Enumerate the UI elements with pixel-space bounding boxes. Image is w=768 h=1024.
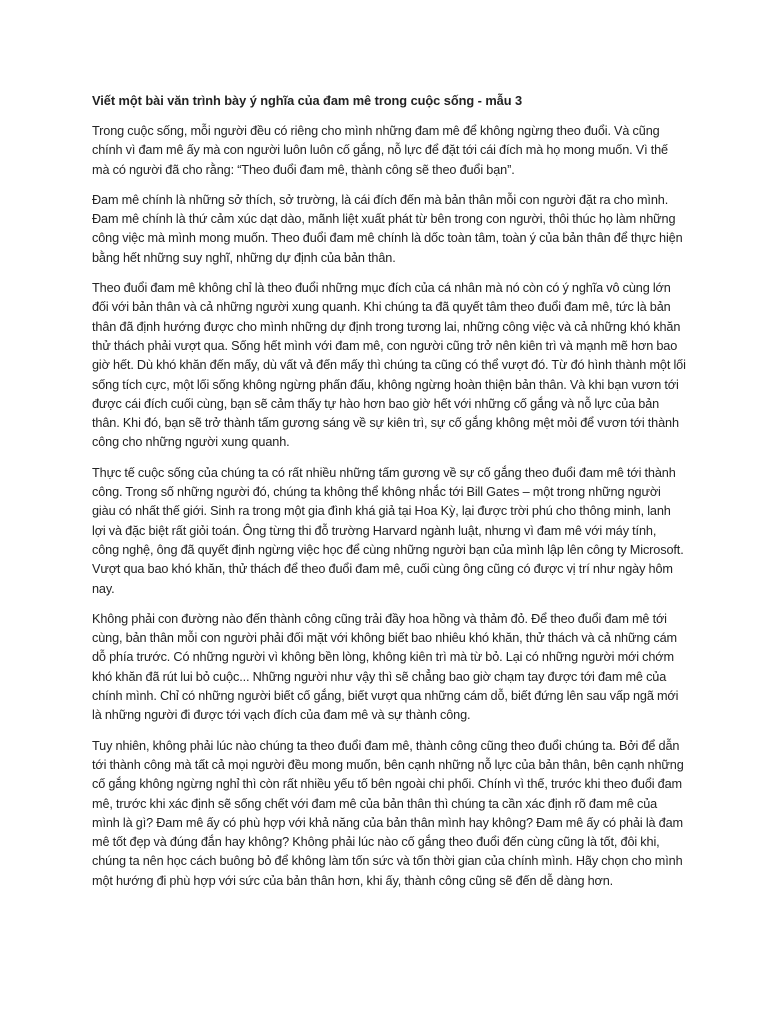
paragraph-4: Thực tế cuộc sống của chúng ta có rất nhiều những tấm gương về sự cố gắng theo đuổi đam mê tới thành công. Trong số những người đó, chúng ta không thể không nhắc tới Bill Gates – một trong những người giàu có nhất thế giới. Sinh ra trong một gia đình khá giả tại Hoa Kỳ, lại được trời phú cho thông minh, lanh lợi và đặc biệt rất giỏi toán. Ông từng thi đỗ trường Harvard ngành luật, nhưng vì đam mê với máy tính, công nghệ, ông đã quyết định ngừng việc học để cùng những người bạn của mình lập lên công ty Microsoft. Vượt qua bao khó khăn, thử thách để theo đuổi đam mê, cuối cùng ông cũng có được vị trí như ngày hôm nay. bbox=[92, 465, 684, 596]
paragraph-1: Trong cuộc sống, mỗi người đều có riêng cho mình những đam mê để không ngừng theo đuổi. Và cũng chính vì đam mê ấy mà con người luôn luôn cố gắng, nỗ lực để đặt tới cái đích mà họ mong muốn. Vì thế mà có người đã cho rằng: “Theo đuổi đam mê, thành công sẽ theo đuổi bạn”. bbox=[92, 124, 668, 177]
document-title: Viết một bài văn trình bày ý nghĩa của đam mê trong cuộc sống - mẫu 3 bbox=[92, 93, 523, 108]
paragraph-6: Tuy nhiên, không phải lúc nào chúng ta theo đuổi đam mê, thành công cũng theo đuổi chúng ta. Bởi để dẫn tới thành công mà tất cả mọi người đều mong muốn, bên cạnh những nỗ lực của bản thân, bên cạnh những cố gắng không ngừng nghỉ thì còn rất nhiều yếu tố bên ngoài chi phối. Chính vì thế, trước khi theo đuổi đam mê, trước khi xác định sẽ sống chết với đam mê của bản thân thì chúng ta cần xác định rõ đam mê của mình là gì? Đam mê ấy có phù hợp với khả năng của bản thân mình hay không? Đam mê ấy có phải là đam mê tốt đẹp và đúng đắn hay không? Không phải lúc nào cố gắng theo đuổi đến cùng cũng là tốt, đôi khi, chúng ta nên học cách buông bỏ để không làm tốn sức và tốn thời gian của chính mình. Hãy chọn cho mình một hướng đi phù hợp với sức của bản thân hơn, khi ấy, thành công cũng sẽ đến dễ dàng hơn. bbox=[92, 738, 684, 888]
document-page bbox=[92, 91, 686, 902]
paragraph-3: Theo đuổi đam mê không chỉ là theo đuổi những mục đích của cá nhân mà nó còn có ý nghĩa vô cùng lớn đối với bản thân và cả những người xung quanh. Khi chúng ta đã quyết tâm theo đuổi đam mê, tức là bản thân đã định hướng được cho mình những dự định trong tương lai, những công việc và cả những khó khăn thử thách phải vượt qua. Sống hết mình với đam mê, con người cũng trở nên kiên trì và mạnh mẽ hơn bao giờ hết. Dù khó khăn đến mấy, dù vất vả đến mấy thì chúng ta cũng có thể vượt đó. Từ đó hình thành một lối sống tích cực, một lối sống không ngừng phấn đấu, không ngừng hoàn thiện bản thân. Và khi bạn vươn tới được cái đích cuối cùng, bạn sẽ cảm thấy tự hào hơn bao giờ hết với những cố gắng và nỗ lực của bản thân. Khi đó, bạn sẽ trở thành tấm gương sáng về sự kiên trì, sự cố gắng không mệt mỏi để vươn tới thành công cho những người xung quanh. bbox=[92, 281, 686, 450]
paragraph-5: Không phải con đường nào đến thành công cũng trải đầy hoa hồng và thảm đỏ. Để theo đuổi đam mê tới cùng, bản thân mỗi con người phải đối mặt với không biết bao nhiêu khó khăn, thử thách và cả những cám dỗ phía trước. Có những người vì không bền lòng, không kiên trì mà từ bỏ. Lại có những người mới chớm khó khăn đã rút lui bỏ cuộc... Những người như vậy thì sẽ chẳng bao giờ chạm tay được tới đam mê của chính mình. Chỉ có những người biết cố gắng, biết vượt qua những cám dỗ, biết đứng lên sau vấp ngã mới là những người đi được tới vạch đích của đam mê và sự thành công. bbox=[92, 611, 679, 723]
paragraph-2: Đam mê chính là những sở thích, sở trường, là cái đích đến mà bản thân mỗi con người đặt ra cho mình. Đam mê chính là thứ cảm xúc dạt dào, mãnh liệt xuất phát từ bên trong con người, thôi thúc họ làm những công việc mà mình mong muốn. Theo đuổi đam mê chính là dốc toàn tâm, toàn ý của bản thân để thực hiện bằng hết những suy nghĩ, những dự định của bản thân. bbox=[92, 192, 683, 265]
